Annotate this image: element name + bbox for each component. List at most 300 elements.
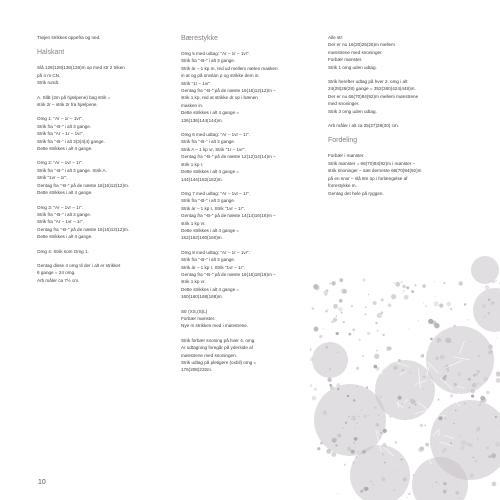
text-line: Omg 3: "Ar – 1vr – 1r". [37,204,84,210]
lichen-speck [374,433,375,434]
text-line: Strik ár – 1 kp m, red ud mellem nælen masken [181,65,278,71]
text-line: Gentag fra "-B-" på de næste 16(16)18(18)m – [181,271,276,277]
lichen-speck [497,424,499,426]
lichen-blob [314,384,386,456]
lichen-speck [472,383,477,388]
lichen-speck [394,489,396,491]
lichen-speck [389,416,391,418]
lichen-speck [464,303,466,305]
text-line: Slå 128(128)136(136)m op med str 2 triken [37,65,125,71]
lichen-strand [410,422,418,433]
lichen-speck [344,464,346,466]
paragraph [37,115,165,152]
text-line: Dette strikkes i alt 4 gange = [181,286,240,292]
lichen-speck [356,367,359,370]
text-line: Trøjen strikkes oppefra og ned. [37,35,101,40]
lichen-speck [406,286,409,289]
text-line: på 4 m CN. [37,72,61,78]
lichen-speck [365,306,367,308]
lichen-speck [342,289,347,294]
lichen-speck [314,327,319,332]
lichen-speck [326,449,331,454]
lichen-speck [409,407,411,409]
lichen-speck [430,338,433,341]
text-line: Strik rundt. [37,80,60,86]
lichen-speck [376,330,378,332]
lichen-speck [420,447,424,451]
lichen-blob [471,256,499,284]
lichen-speck [343,321,345,323]
lichen-speck [459,497,461,499]
text-line: Gentag fra "-B-" på de næste 16(16)12(12)m. [37,226,130,232]
paragraph [37,262,165,284]
lichen-speck [443,490,447,494]
text-line: Strik fra "-B-" i alt 3 gange. [181,139,236,145]
text-line: Ar udtagning foregår på yderside af [181,345,254,351]
lichen-speck [418,320,419,321]
lichen-speck [323,410,328,415]
lichen-speck [391,294,396,299]
lichen-speck [491,453,496,458]
lichen-speck [314,285,319,290]
lichen-speck [358,416,360,418]
lichen-speck [402,285,405,288]
lichen-speck [378,415,379,416]
text-line: Strik fra "-B-" i alt 3(3)4(4) gange. [37,138,105,144]
lichen-speck [337,352,338,353]
lichen-speck [333,304,338,309]
text-line: strik snoninger – sæt derneste 66(70)84(92)m [328,168,422,174]
lichen-speck [461,440,466,445]
text-line: strik 1 kp vr. [181,220,206,226]
lichen-speck [425,443,429,447]
text-line: Forbær mønster. [328,57,363,63]
text-line: Omg 2: "Ar – 1vr – 1r". [37,160,84,166]
text-line: Omg 4: Strik som Omg 1. [37,248,89,254]
lichen-speck [430,443,432,445]
lichen-speck [388,304,392,308]
lichen-speck [323,291,328,296]
lichen-speck [461,441,462,442]
lichen-speck [476,374,477,375]
text-line: masken in. [181,102,204,108]
text-line: Strik 3 omg uden udtag. [328,108,377,114]
text-line: Str (XS,(S)L) [181,308,208,314]
lichen-speck [310,384,312,387]
text-line: Strik "1vr – 1r". [37,175,68,181]
paragraph [181,337,309,374]
text-line: Strik fra "-B-" i alt 3 gange. [181,198,236,204]
lichen-speck [438,484,440,486]
text-line: Strik mønster = 66(70)84(92)m i mønster – [328,160,416,166]
lichen-speck [398,359,401,362]
heading-fordeling: Fordeling [328,137,358,145]
lichen-speck [351,305,353,307]
lichen-speck [438,399,440,401]
lichen-pattern [310,256,500,500]
lichen-speck [376,423,380,427]
text-line: Strik fra "-B-" i alt 3 gange. [181,58,236,64]
lichen-texture-illustration [310,240,500,500]
lichen-speck [353,399,355,401]
lichen-speck [425,425,426,426]
lichen-speck [325,346,328,349]
lichen-speck [460,446,465,451]
lichen-speck [337,493,338,494]
lichen-speck [496,371,500,376]
lichen-speck [445,338,450,343]
lichen-speck [362,279,365,282]
text-line: 152(152)160(160)m. [181,235,223,241]
lichen-speck [459,435,461,437]
lichen-speck [374,354,379,359]
lichen-speck [453,423,455,425]
paragraph [37,159,165,196]
column-middle-paragraphs [181,50,309,374]
lichen-speck [486,391,490,395]
lichen-speck [373,301,377,305]
text-line: Dette strikkes i alt 4 gange. [37,190,93,196]
lichen-speck [492,482,497,487]
text-line: Gentag fra "-B-" på de næste 12(12)14(14)m – [181,154,276,160]
lichen-speck [336,315,338,317]
lichen-speck [443,448,447,452]
lichen-speck [440,355,445,360]
lichen-speck [478,355,480,357]
text-line: på en snor – slå 8m op i forlængelse af [328,175,408,181]
lichen-speck [406,497,407,498]
lichen-speck [333,318,337,322]
lichen-speck [356,456,358,458]
lichen-speck [482,456,483,457]
lichen-speck [397,470,398,471]
page-number: 10 [38,479,46,486]
lichen-speck [496,378,500,383]
lichen-speck [447,370,449,372]
lichen-blob [473,288,500,332]
lichen-speck [374,365,378,369]
lichen-speck [353,442,355,444]
lichen-speck [388,347,392,351]
text-line: Dette strikkes i alt 4 gange. [37,146,93,152]
lichen-speck [423,388,425,390]
lichen-speck [434,323,439,328]
lichen-speck [326,372,327,373]
lichen-speck [338,307,343,312]
lichen-speck [473,374,476,377]
text-line: in at og på omslán p og strikke dem in. [181,73,260,79]
text-line: Omg 6 med udtag: "Ar – 1vr – 1r". [181,132,251,138]
paragraph [181,131,309,183]
lichen-speck [319,335,322,338]
lichen-speck [314,388,317,391]
lichen-speck [488,344,493,349]
lichen-speck [351,450,355,454]
lichen-speck [335,444,338,447]
lichen-speck [470,341,471,342]
text-line: Dette strikkes i alt 4 gange = [181,227,240,233]
text-line: 136(136)144(144)m. [181,117,223,123]
text-line: Strik fra "-B-" i alt 3 gange. [37,123,92,129]
text-line: mønstrene med snoningen. [181,352,237,358]
lichen-speck [395,282,400,287]
text-line: med snoninger. [328,101,360,107]
lichen-speck [432,486,433,487]
lichen-speck [363,487,367,491]
lichen-speck [439,416,443,420]
lichen-speck [381,477,385,481]
lichen-speck [475,460,478,463]
text-line: Gentag det hele på ryggen. [328,190,384,196]
paragraph [181,249,309,301]
lichen-speck [376,350,378,352]
lichen-speck [357,451,359,453]
lichen-speck [454,383,457,386]
lichen-speck [353,462,355,464]
lichen-speck [443,482,446,485]
lichen-speck [450,442,452,444]
lichen-speck [495,442,500,447]
lichen-speck [415,404,417,406]
lichen-speck [374,406,376,408]
lichen-speck [473,457,474,458]
column-middle [181,34,309,381]
lichen-speck [366,386,368,388]
lichen-speck [381,298,384,301]
lichen-speck [453,325,456,328]
paragraph [328,152,468,196]
lichen-speck [495,280,496,281]
lichen-speck [354,427,356,429]
text-line: Omg 1: "Ar – 1r – 1vr". [37,116,84,122]
lichen-speck [495,416,497,418]
lichen-speck [401,369,404,372]
lichen-speck [479,404,480,405]
lichen-blob [312,342,348,378]
lichen-speck [450,308,452,310]
lichen-speck [337,434,341,438]
text-line: Gentag fra "-B-" på de næste 16(16)12(12)m – [181,88,276,94]
lichen-speck [428,319,433,324]
lichen-speck [331,452,336,457]
lichen-speck [467,442,471,446]
lichen-speck [354,437,358,441]
lichen-speck [312,307,314,309]
text-line: Strik fra "-B-" i alt 3 gange. [181,257,236,263]
lichen-speck [383,429,387,433]
lichen-speck [363,415,366,418]
lichen-speck [480,400,483,403]
text-line: Strik "1r – 1vr". [181,80,212,86]
lichen-speck [310,348,312,350]
text-line: Gentag disse 4 omg til der i alt er strikket [37,262,121,268]
text-line: Strik fra "-B-" i alt 3 gange. Strik A. [37,167,107,173]
text-line: Dette strikkes i alt 4 gange. [37,234,93,240]
lichen-speck [339,278,343,282]
lichen-speck [377,313,382,318]
text-line: strik 2r – strik 2r fra hjælpene. [37,102,98,108]
lichen-speck [468,319,470,321]
lichen-speck [447,302,451,306]
lichen-speck [347,395,349,397]
lichen-strand [375,373,383,374]
lichen-speck [341,312,343,314]
lichen-speck [491,302,494,305]
lichen-speck [483,377,488,382]
lichen-speck [359,339,361,341]
paragraph [181,50,309,124]
lichen-speck [380,395,382,397]
lichen-speck [352,328,355,331]
lichen-speck [423,303,424,304]
lichen-speck [401,459,403,461]
lichen-speck [477,438,478,439]
lichen-speck [398,396,402,400]
lichen-speck [457,482,458,483]
text-line: forrestykke m. [328,183,357,189]
text-line: Strik 1 omg uden udtag. [328,64,377,70]
lichen-speck [362,450,366,454]
lichen-speck [488,351,492,355]
heading-baerestykke: Bærestykke [181,35,218,42]
lichen-speck [375,322,377,324]
text-line: Strik A – 1 kp vr, Strik "1r – 1vr". [181,146,246,152]
lichen-speck [442,451,444,453]
lichen-speck [402,380,403,381]
lichen-speck [382,443,386,447]
lichen-speck [444,409,445,410]
lichen-speck [393,365,398,370]
lichen-speck [327,309,328,310]
lichen-speck [336,383,340,387]
column-right-paragraphs-top [328,34,468,129]
lichen-speck [459,281,463,285]
lichen-speck [331,281,335,285]
lichen-speck [410,372,412,374]
lichen-speck [317,447,320,450]
column-left-paragraphs [37,64,165,284]
text-line: Strik fra "Ar – 1r – 1vr". [37,131,84,137]
lichen-speck [336,332,339,335]
lichen-speck [475,373,476,374]
text-line: Omg 7 med udtag: "Ar – 1vr – 1r". [181,190,251,196]
lichen-speck [323,328,325,330]
text-line: Gentag fra "-B-" på de næste 16(16)12(12)m. [37,182,130,188]
text-line: Dette strikkes i alt 4 gange = [181,110,240,116]
paragraph [328,34,468,71]
lichen-speck [486,447,489,450]
text-line: Strik fra "Ar – 1vr – 1r". [37,219,84,225]
text-line: Der er nu 66(70)84(92)m mellem mønstrene [328,93,419,99]
lichen-speck [439,304,443,308]
column-left [37,34,165,291]
lichen-speck [436,357,439,360]
lichen-speck [425,305,427,307]
text-line: 6 gange = 24 omg. [37,270,76,276]
lichen-speck [413,474,415,476]
lichen-speck [330,386,334,390]
text-line: strik 1 kp r. [181,161,204,167]
text-line: Arb måler i alt ca 25(27)28(30) cm. [328,123,399,129]
intro-paragraph [37,34,165,41]
lichen-speck [408,329,409,330]
text-line: Strik fra "-B-" i alt 3 gange. [37,211,92,217]
lichen-speck [414,284,416,286]
text-line: Omg 8 med udtag: "Ar – 1r – 1vr". [181,249,251,255]
lichen-speck [329,368,331,370]
lichen-speck [422,284,426,288]
lichen-speck [457,372,461,376]
text-line: mønstrene med snoninger. [328,49,383,55]
column-right [328,34,468,204]
lichen-speck [345,422,347,424]
lichen-speck [329,283,331,285]
lichen-speck [348,416,350,418]
lichen-speck [437,338,442,343]
text-line: Strik ár – 1 kp r, Strik "1vr – 1r". [181,205,246,211]
text-line: Gentag fra "-B-" på de næste 14(14)16(16)m – [181,213,276,219]
lichen-speck [411,399,416,404]
lichen-speck [372,483,375,486]
paragraph [37,94,165,109]
lichen-speck [476,316,477,317]
text-line: Forbær mønster. [181,316,216,321]
lichen-speck [470,389,475,394]
lichen-speck [411,290,414,293]
lichen-speck [468,378,471,381]
lichen-speck [476,427,480,431]
text-line: Alle str: [328,35,344,40]
lichen-speck [445,418,447,420]
lichen-speck [492,280,495,283]
lichen-speck [488,455,491,458]
lichen-strand [457,399,465,400]
lichen-speck [356,422,358,424]
paragraph [181,308,309,330]
lichen-speck [365,314,367,316]
lichen-speck [435,296,436,297]
lichen-speck [488,312,490,314]
paragraph [37,64,165,86]
text-line: Strik forbær snoning på hver 4. omg. [181,337,256,343]
lichen-speck [420,424,423,427]
lichen-speck [368,294,369,295]
lichen-speck [423,375,426,378]
lichen-speck [496,338,497,339]
lichen-speck [367,332,370,335]
lichen-speck [403,477,407,481]
lichen-speck [403,290,405,292]
lichen-speck [320,442,323,445]
lichen-speck [401,281,403,283]
lichen-speck [382,454,384,456]
text-line: Der er nu 16(20)26(26)m mellem [328,42,395,48]
lichen-speck [362,355,364,357]
text-line: Strik herefter udtag på hver 2. omg i alt [328,79,408,85]
lichen-speck [477,370,480,373]
paragraph [37,204,165,241]
text-line: Arb måler ca 7½ cm. [37,277,80,283]
lichen-speck [469,473,474,478]
lichen-speck [327,378,331,382]
lichen-speck [434,281,435,282]
lichen-speck [455,491,459,495]
text-line: strik 1 kp, red at strikke dr op i bænen [181,95,258,101]
paragraph [328,122,468,129]
lichen-speck [404,295,409,300]
lichen-blob [426,326,494,394]
lichen-speck [477,383,479,385]
